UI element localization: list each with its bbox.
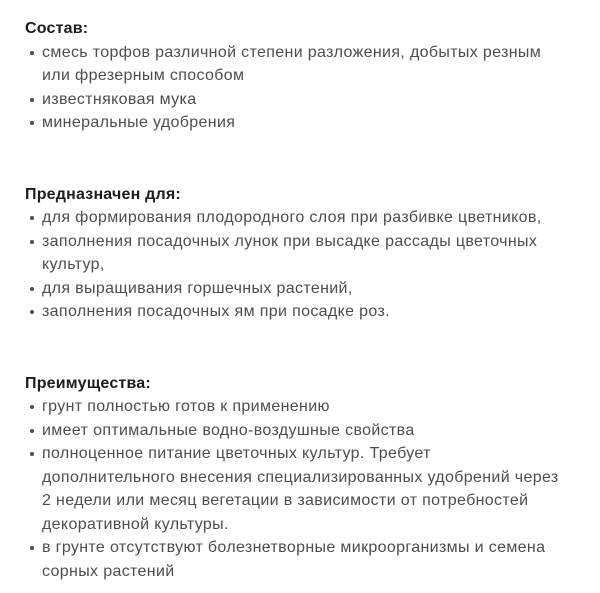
text-line: для выращивания горшечных растений,: [42, 279, 353, 297]
bullet-icon: [30, 287, 34, 291]
section-composition: [25, 17, 585, 135]
bullet-icon: [30, 405, 34, 409]
bullet-icon: [30, 98, 34, 102]
text-line: грунт полностью готов к применению: [42, 398, 330, 415]
list-item-text: [42, 230, 585, 277]
bullet-icon: [30, 240, 34, 244]
text-line: заполнения посадочных лунок при высадке рассады цветочных: [42, 232, 538, 250]
list-item: [25, 395, 585, 419]
text-line: имеет оптимальные водно-воздушные свойства: [42, 421, 415, 439]
bullet-icon: [30, 429, 34, 433]
text-line: смесь торфов различной степени разложения, добытых резным: [42, 43, 542, 61]
section-heading: Предназначен для:: [25, 185, 181, 203]
list-item: [25, 230, 585, 277]
list-item-text: [42, 206, 585, 230]
list-item-text: [42, 442, 585, 536]
text-line: культур,: [42, 256, 105, 273]
bullet-list: [25, 41, 585, 135]
bullet-list: [25, 206, 585, 324]
list-item-text: [42, 419, 585, 443]
list-item-text: [42, 88, 585, 112]
list-item-text: [42, 111, 585, 135]
bullet-icon: [30, 546, 34, 550]
list-item: [25, 277, 585, 301]
list-item: [25, 442, 585, 536]
bullet-icon: [30, 51, 34, 55]
list-item-text: [42, 395, 585, 419]
list-item: [25, 41, 585, 88]
text-line: для формирования плодородного слоя при разбивке цветников,: [42, 209, 542, 226]
list-item-text: [42, 300, 585, 324]
list-item-text: [42, 277, 585, 301]
bullet-list: [25, 395, 585, 583]
text-line: 2 недели или месяц вегетации в зависимости от потребностей: [42, 492, 529, 509]
text-line: известняковая мука: [42, 90, 197, 108]
list-item-text: [42, 536, 585, 583]
bullet-icon: [30, 452, 34, 456]
text-line: в грунте отсутствуют болезнетворные микроорганизмы и семена: [42, 539, 546, 556]
list-item: [25, 536, 585, 583]
section-advantages: [25, 372, 585, 584]
text-line: минеральные удобрения: [42, 114, 236, 131]
text-line: полноценное питание цветочных культур. Требует: [42, 445, 431, 462]
bullet-icon: [30, 216, 34, 220]
bullet-icon: [30, 121, 34, 125]
list-item: [25, 88, 585, 112]
text-line: декоративной культуры.: [42, 515, 229, 533]
text-line: заполнения посадочных ям при посадке роз.: [42, 303, 390, 320]
list-item: [25, 300, 585, 324]
bullet-icon: [30, 310, 34, 314]
section-intended-use: [25, 183, 585, 324]
text-line: дополнительного внесения специализированных удобрений через: [42, 468, 559, 486]
list-item: [25, 419, 585, 443]
list-item: [25, 111, 585, 135]
list-item-text: [42, 41, 585, 88]
list-item: [25, 206, 585, 230]
text-line: сорных растений: [42, 562, 175, 580]
text-line: или фрезерным способом: [42, 67, 245, 84]
section-heading: Преимущества:: [25, 374, 151, 392]
section-heading: Состав:: [25, 20, 89, 37]
